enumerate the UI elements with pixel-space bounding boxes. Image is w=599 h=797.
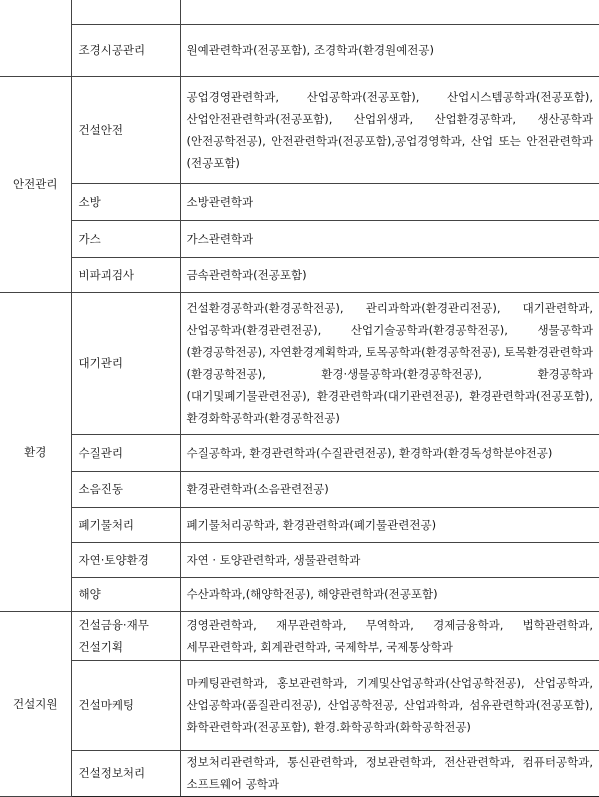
subcategory-cell: 건설안전 bbox=[71, 76, 180, 183]
category-cell: 환경 bbox=[0, 292, 71, 611]
table-row bbox=[0, 577, 599, 611]
table-row bbox=[0, 660, 599, 750]
department-cell: 자연 · 토양관련학과, 생물관련학과 bbox=[180, 542, 599, 577]
category-cell: 안전관리 bbox=[0, 76, 71, 292]
subcategory-cell: 소음진동 bbox=[71, 471, 180, 507]
subcategory-cell: 건설금융·재무 건설기획 bbox=[71, 611, 180, 660]
subcategory-cell: 건설마케팅 bbox=[71, 660, 180, 750]
department-cell: 수질공학과, 환경관련학과(수질관련전공), 환경학과(환경독성학분야전공) bbox=[180, 434, 599, 471]
subcategory-cell: 해양 bbox=[71, 577, 180, 611]
department-cell bbox=[180, 0, 599, 24]
table-row bbox=[0, 471, 599, 507]
department-cell: 정보처리관련학과, 통신관련학과, 정보관련학과, 전산관련학과, 컴퓨터공학과, 소프트웨어 공학과 bbox=[180, 750, 599, 796]
table-row bbox=[0, 0, 599, 24]
department-cell: 가스관련학과 bbox=[180, 220, 599, 257]
table-row bbox=[0, 76, 599, 183]
table-row bbox=[0, 292, 599, 434]
table-row bbox=[0, 750, 599, 796]
subcategory-cell: 대기관리 bbox=[71, 292, 180, 434]
category-cell bbox=[0, 0, 71, 76]
department-cell: 환경관련학과(소음관련전공) bbox=[180, 471, 599, 507]
subcategory-cell: 조경시공관리 bbox=[71, 24, 180, 76]
department-cell: 공업경영관련학과, 산업공학과(전공포함), 산업시스템공학과(전공포함), 산업안전관련학과(전공포함), 산업위생과, 산업환경공학과, 생산공학과(안전공학전공), 안전관련학과(전공포함),공업경영학과, 산업 또는 안전관련학과(전공포함) bbox=[180, 76, 599, 183]
department-cell: 건설환경공학과(환경공학전공), 관리과학과(환경관리전공), 대기관련학과, 산업공학과(환경관련전공), 산업기술공학과(환경공학전공), 생물공학과(환경공학전공), 자연환경계획학과, 토목공학과(환경공학전공), 토목환경관련학과(환경공학전공), 환경·생물공학과(환경공학전공), 환경공학과(대기및폐기물관련전공), 환경관련학과(대기관련전공), 환경관련학과(전공포함), 환경화학공학과(환경공학전공) bbox=[180, 292, 599, 434]
department-cell: 폐기물처리공학과, 환경관련학과(폐기물관련전공) bbox=[180, 507, 599, 542]
table-row bbox=[0, 542, 599, 577]
category-cell: 건설지원 bbox=[0, 611, 71, 796]
subcategory-cell: 자연·토양환경 bbox=[71, 542, 180, 577]
table-row bbox=[0, 257, 599, 292]
subcategory-cell bbox=[71, 0, 180, 24]
subcategory-cell: 비파괴검사 bbox=[71, 257, 180, 292]
department-cell: 수산과학과,(해양학전공), 해양관련학과(전공포함) bbox=[180, 577, 599, 611]
subcategory-cell: 소방 bbox=[71, 183, 180, 220]
table-row bbox=[0, 220, 599, 257]
table-row bbox=[0, 611, 599, 660]
subcategory-cell: 가스 bbox=[71, 220, 180, 257]
subcategory-cell: 폐기물처리 bbox=[71, 507, 180, 542]
subcategory-cell: 수질관리 bbox=[71, 434, 180, 471]
department-cell: 소방관련학과 bbox=[180, 183, 599, 220]
department-cell: 금속관련학과(전공포함) bbox=[180, 257, 599, 292]
table-row bbox=[0, 24, 599, 76]
subcategory-cell: 건설정보처리 bbox=[71, 750, 180, 796]
table-row bbox=[0, 434, 599, 471]
table-row bbox=[0, 507, 599, 542]
table-row bbox=[0, 183, 599, 220]
department-cell: 마케팅관련학과, 홍보관련학과, 기계및산업공학과(산업공학전공), 산업공학과, 산업공학과(품질관리전공), 산업공학전공, 산업과학과, 섬유관련학과(전공포함), 화학관련학과(전공포함), 환경.화학공학과(화학공학전공) bbox=[180, 660, 599, 750]
department-cell: 경영관련학과, 재무관련학과, 무역학과, 경제금융학과, 법학관련학과, 세무관련학과, 회계관련학과, 국제학부, 국제통상학과 bbox=[180, 611, 599, 660]
department-cell: 원예관련학과(전공포함), 조경학과(환경원예전공) bbox=[180, 24, 599, 76]
